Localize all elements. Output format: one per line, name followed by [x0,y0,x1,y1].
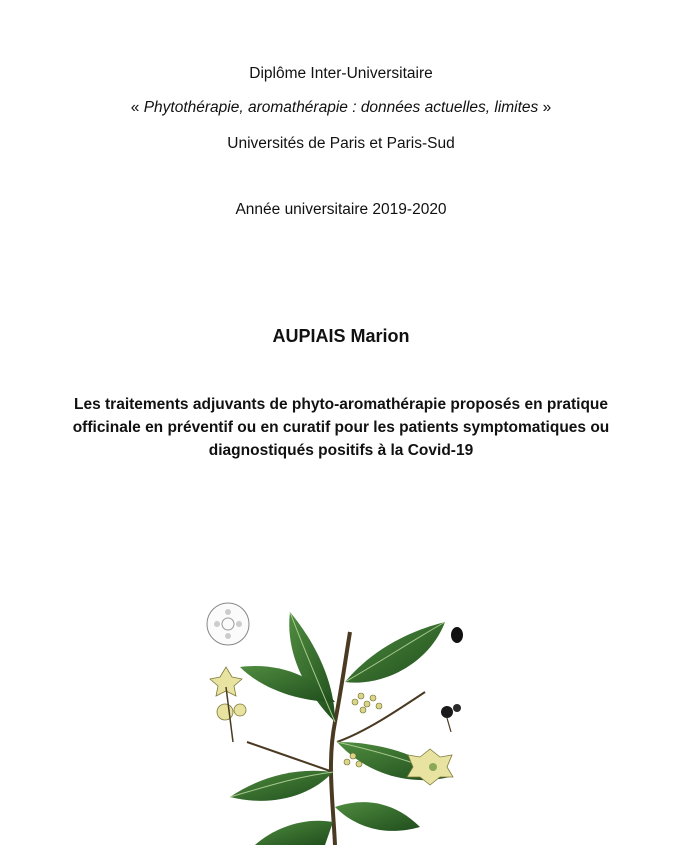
botanical-plant-illustration-icon [195,592,485,845]
thesis-title: Les traitements adjuvants de phyto-aromathérapie proposés en pratique officinale en préventif ou en curatif pour les patients symptomatiques ou diagnostiqués positifs à la Covid-19 [72,396,610,459]
flower-diagram-icon [207,603,249,645]
close-quote: » [538,99,552,116]
author-name: AUPIAIS Marion [272,326,410,346]
diploma-name: Diplôme Inter-Universitaire [249,65,433,82]
program-title: Phytothérapie, aromathérapie : données actuelles, limites [143,99,539,116]
open-quote: « [130,99,144,116]
program-title-line [0,98,682,118]
universities: Universités de Paris et Paris-Sud [227,135,455,152]
academic-year: Année universitaire 2019-2020 [235,201,447,218]
